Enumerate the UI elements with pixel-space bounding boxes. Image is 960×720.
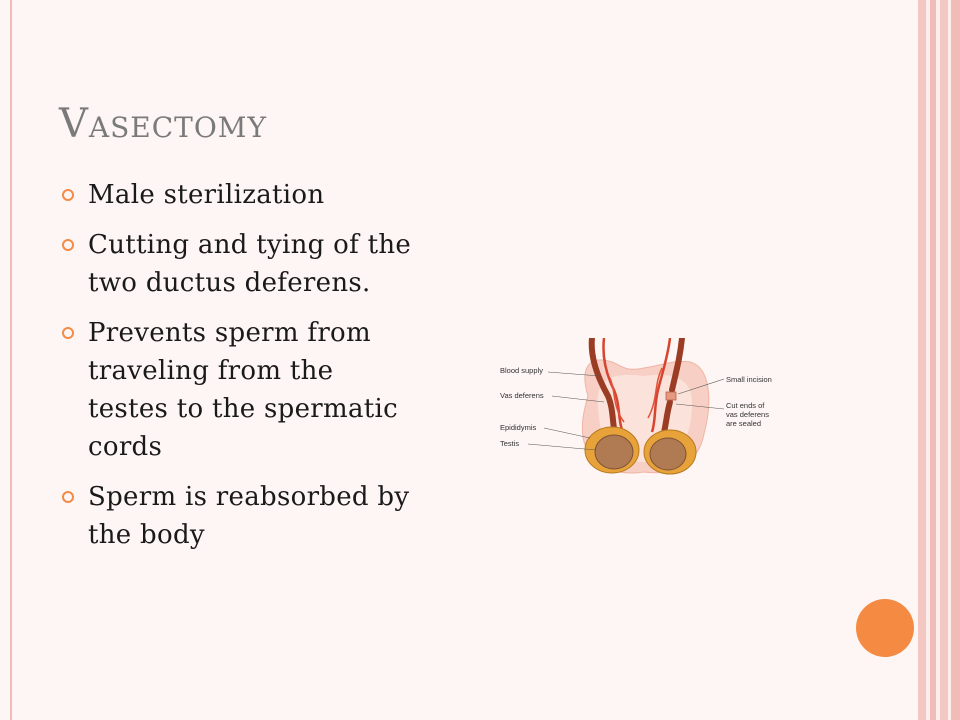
bullet-text: Cutting and tying of the two ductus deferens. [88, 230, 412, 298]
incision-mark [666, 392, 676, 400]
decorative-orange-circle [856, 599, 914, 657]
label-cut-ends-line-2: vas deferens [726, 410, 769, 419]
label-vas-deferens: Vas deferens [500, 391, 544, 400]
ring-bullet-icon [62, 189, 74, 201]
list-item [62, 478, 422, 554]
label-cut-ends-line-1: Cut ends of [726, 401, 765, 410]
label-testis: Testis [500, 439, 520, 448]
bullet-text: Male sterilization [88, 180, 325, 210]
bullet-list [62, 176, 422, 566]
testis-right [650, 438, 686, 470]
vasectomy-diagram [494, 338, 794, 480]
list-item [62, 176, 422, 214]
bullet-text: Prevents sperm from traveling from the testes to the spermatic cords [88, 318, 399, 462]
testis-left [595, 435, 633, 469]
ring-bullet-icon [62, 327, 74, 339]
bullet-text: Sperm is reabsorbed by the body [88, 482, 410, 550]
list-item [62, 314, 422, 466]
label-small-incision: Small incision [726, 375, 772, 384]
left-border-line [10, 0, 12, 720]
list-item [62, 226, 422, 302]
label-blood-supply: Blood supply [500, 366, 543, 375]
ring-bullet-icon [62, 239, 74, 251]
slide-title: Vasectomy [59, 101, 267, 147]
right-stripe [918, 0, 926, 720]
right-stripe [951, 0, 960, 720]
ring-bullet-icon [62, 491, 74, 503]
label-epididymis: Epididymis [500, 423, 537, 432]
label-cut-ends-line-3: are sealed [726, 419, 762, 428]
right-stripe [940, 0, 948, 720]
